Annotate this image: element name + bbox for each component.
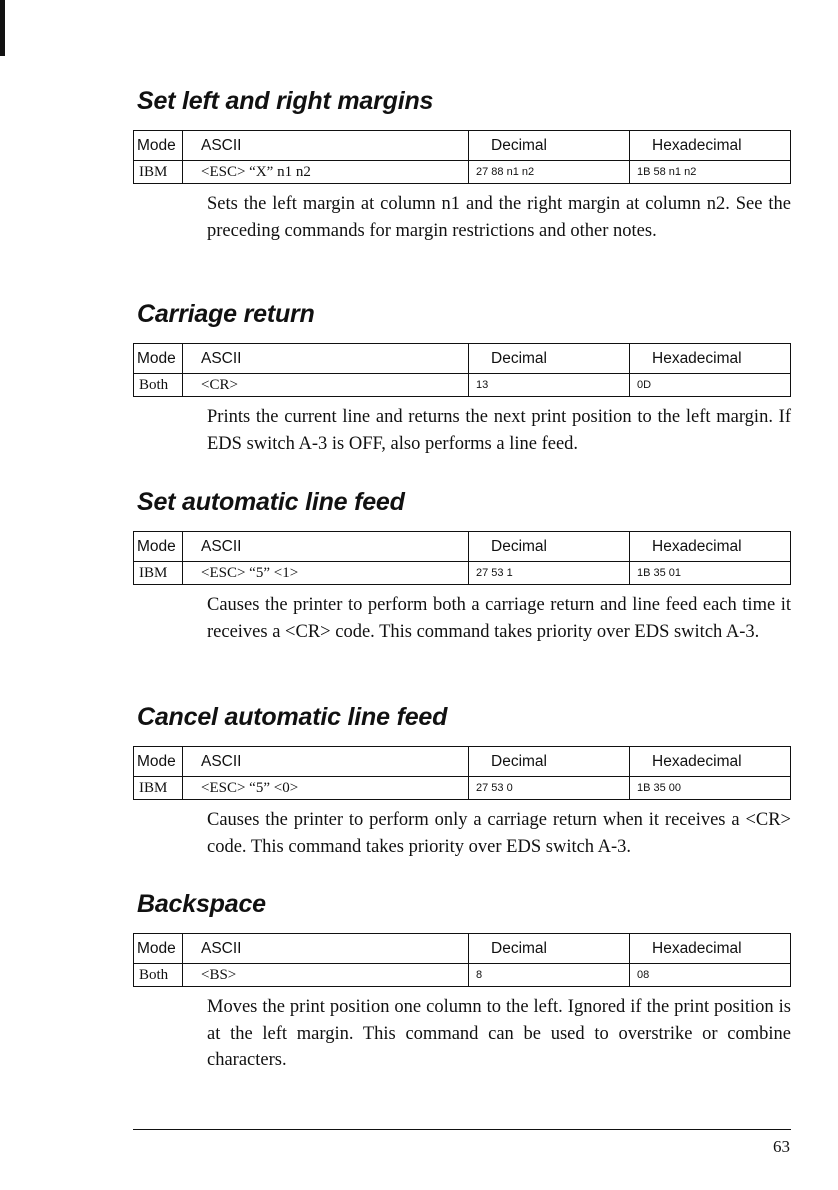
- header-mode: Mode: [134, 344, 183, 374]
- command-table: [133, 130, 791, 184]
- cell-hex: 1B 35 00: [630, 777, 791, 800]
- table-header-row: [134, 532, 791, 562]
- cell-mode: Both: [134, 964, 183, 987]
- command-table: [133, 343, 791, 397]
- header-hex: Hexadecimal: [630, 131, 791, 161]
- header-decimal: Decimal: [469, 131, 630, 161]
- cell-ascii: <BS>: [183, 964, 469, 987]
- cell-hex: 08: [630, 964, 791, 987]
- section-set-auto-linefeed: [133, 487, 791, 645]
- header-hex: Hexadecimal: [630, 532, 791, 562]
- section-title: Carriage return: [137, 300, 315, 328]
- header-decimal: Decimal: [469, 934, 630, 964]
- section-title: Backspace: [137, 890, 266, 918]
- cell-ascii: <CR>: [183, 374, 469, 397]
- cell-decimal: 27 88 n1 n2: [469, 161, 630, 184]
- section-carriage-return: [133, 299, 791, 457]
- table-row: [134, 374, 791, 397]
- command-table: [133, 531, 791, 585]
- table-row: [134, 964, 791, 987]
- header-mode: Mode: [134, 131, 183, 161]
- cell-hex: 0D: [630, 374, 791, 397]
- footer-rule: [133, 1129, 791, 1130]
- command-table: [133, 933, 791, 987]
- header-ascii: ASCII: [183, 747, 469, 777]
- cell-ascii: <ESC> “X” n1 n2: [183, 161, 469, 184]
- header-ascii: ASCII: [183, 131, 469, 161]
- cell-decimal: 8: [469, 964, 630, 987]
- header-decimal: Decimal: [469, 344, 630, 374]
- table-row: [134, 562, 791, 585]
- section-cancel-auto-linefeed: [133, 702, 791, 860]
- section-backspace: [133, 889, 791, 1074]
- header-mode: Mode: [134, 747, 183, 777]
- header-decimal: Decimal: [469, 532, 630, 562]
- cell-decimal: 27 53 1: [469, 562, 630, 585]
- cell-mode: IBM: [134, 777, 183, 800]
- margin-mark: [0, 0, 5, 56]
- header-mode: Mode: [134, 532, 183, 562]
- section-description: Causes the printer to perform both a carriage return and line feed each time it receives a <CR> code. This command takes priority over EDS switch A-3.: [207, 595, 791, 642]
- cell-hex: 1B 35 01: [630, 562, 791, 585]
- cell-mode: IBM: [134, 161, 183, 184]
- table-row: [134, 777, 791, 800]
- table-row: [134, 161, 791, 184]
- cell-decimal: 27 53 0: [469, 777, 630, 800]
- section-title: Set automatic line feed: [137, 488, 405, 516]
- header-decimal: Decimal: [469, 747, 630, 777]
- header-ascii: ASCII: [183, 934, 469, 964]
- cell-mode: IBM: [134, 562, 183, 585]
- cell-mode: Both: [134, 374, 183, 397]
- section-description: Prints the current line and returns the next print position to the left margin. If EDS switch A-3 is OFF, also performs a line feed.: [207, 407, 791, 454]
- page-number: 63: [773, 1137, 790, 1156]
- header-mode: Mode: [134, 934, 183, 964]
- section-description: Sets the left margin at column n1 and the right margin at column n2. See the preceding commands for margin restrictions and other notes.: [207, 194, 791, 241]
- table-header-row: [134, 131, 791, 161]
- cell-decimal: 13: [469, 374, 630, 397]
- section-description: Causes the printer to perform only a carriage return when it receives a <CR> code. This command takes priority over EDS switch A-3.: [207, 810, 791, 857]
- header-hex: Hexadecimal: [630, 934, 791, 964]
- header-hex: Hexadecimal: [630, 747, 791, 777]
- header-ascii: ASCII: [183, 344, 469, 374]
- section-description: Moves the print position one column to the left. Ignored if the print position is at the left margin. This command can be used to overstrike or combine characters.: [207, 997, 791, 1070]
- section-set-margins: [133, 86, 791, 244]
- header-hex: Hexadecimal: [630, 344, 791, 374]
- table-header-row: [134, 747, 791, 777]
- section-title: Set left and right margins: [137, 87, 434, 115]
- command-table: [133, 746, 791, 800]
- table-header-row: [134, 344, 791, 374]
- cell-hex: 1B 58 n1 n2: [630, 161, 791, 184]
- header-ascii: ASCII: [183, 532, 469, 562]
- cell-ascii: <ESC> “5” <0>: [183, 777, 469, 800]
- section-title: Cancel automatic line feed: [137, 703, 448, 731]
- table-header-row: [134, 934, 791, 964]
- cell-ascii: <ESC> “5” <1>: [183, 562, 469, 585]
